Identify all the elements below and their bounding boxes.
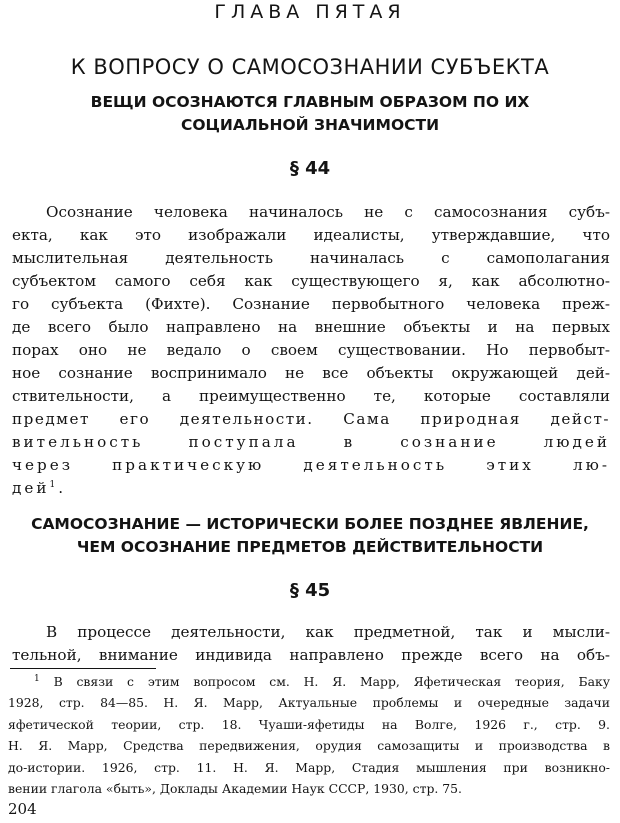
paragraph-line: субъектом самого себя как существующего я, как абсолютно- xyxy=(12,272,610,290)
paragraph-line: тельной, внимание индивида направлено прежде всего на объ- xyxy=(12,646,610,664)
paragraph-line: ствительности, а преимущественно те, которые составляли xyxy=(12,387,610,405)
paragraph-line: предмет его деятельности. Сама природная дейст- xyxy=(12,410,610,428)
subheading-1-line-1: ВЕЩИ ОСОЗНАЮТСЯ ГЛАВНЫМ ОБРАЗОМ ПО ИХ xyxy=(90,93,530,111)
subheading-2-line-1: САМОСОЗНАНИЕ — ИСТОРИЧЕСКИ БОЛЕЕ ПОЗДНЕЕ ЯВЛЕНИЕ, xyxy=(31,515,589,533)
chapter-label: ГЛАВА ПЯТАЯ xyxy=(214,1,406,23)
footnote-line: до-истории. 1926, стр. 11. Н. Я. Марр, Стадия мышления при возникно- xyxy=(8,760,610,775)
section-subheading-1 xyxy=(0,91,620,137)
paragraph-line: мыслительная деятельность начиналась с самополагания xyxy=(12,249,610,267)
paragraph-line: вительность поступала в сознание людей xyxy=(12,433,610,451)
sentence-period: . xyxy=(58,479,67,497)
paragraph-line: В процессе деятельности, как предметной, так и мысли- xyxy=(46,623,610,641)
section-number-44: § 44 xyxy=(289,158,331,179)
footnote-line: яфетической теории, стр. 18. Чуаши-яфетиды на Волге, 1926 г., стр. 9. xyxy=(8,717,610,732)
paragraph-line: Осознание человека начиналось не с самосознания субъ- xyxy=(46,203,610,221)
section-number-45: § 45 xyxy=(289,580,331,601)
paragraph-line: порах оно не ведало о своем существовании. Но первобыт- xyxy=(12,341,610,359)
paragraph-line: ное сознание воспринимало не все объекты окружающей дей- xyxy=(12,364,610,382)
footnote-divider xyxy=(10,668,156,669)
footnote-line: Н. Я. Марр, Средства передвижения, орудия самозащиты и производства в xyxy=(8,738,610,753)
paragraph-line-last xyxy=(12,477,610,500)
footnote-line: вении глагола «быть», Доклады Академии Наук СССР, 1930, стр. 75. xyxy=(8,781,462,796)
footnote-line-first xyxy=(34,671,610,693)
footnote-text: В связи с этим вопросом см. Н. Я. Марр, Яфетическая теория, Баку xyxy=(53,674,610,689)
subheading-1-line-2: СОЦИАЛЬНОЙ ЗНАЧИМОСТИ xyxy=(180,116,440,134)
subheading-2-line-2: ЧЕМ ОСОЗНАНИЕ ПРЕДМЕТОВ ДЕЙСТВИТЕЛЬНОСТИ xyxy=(76,538,544,556)
paragraph-line: де всего было направлено на внешние объекты и на первых xyxy=(12,318,610,336)
page-number: 204 xyxy=(8,800,37,818)
paragraph-line: через практическую деятельность этих лю- xyxy=(12,456,610,474)
footnote-mark: 1 xyxy=(34,673,40,684)
footnote-reference-mark: 1 xyxy=(49,479,59,490)
section-subheading-2 xyxy=(0,513,620,559)
footnote-line: 1928, стр. 84—85. Н. Я. Марр, Актуальные проблемы и очередные задачи xyxy=(8,695,610,710)
paragraph-line: екта, как это изображали идеалисты, утверждавшие, что xyxy=(12,226,610,244)
paragraph-last-word: дей xyxy=(12,479,50,497)
chapter-title: К ВОПРОСУ О САМОСОЗНАНИИ СУБЪЕКТА xyxy=(70,55,550,79)
paragraph-line: го субъекта (Фихте). Сознание первобытного человека преж- xyxy=(12,295,610,313)
